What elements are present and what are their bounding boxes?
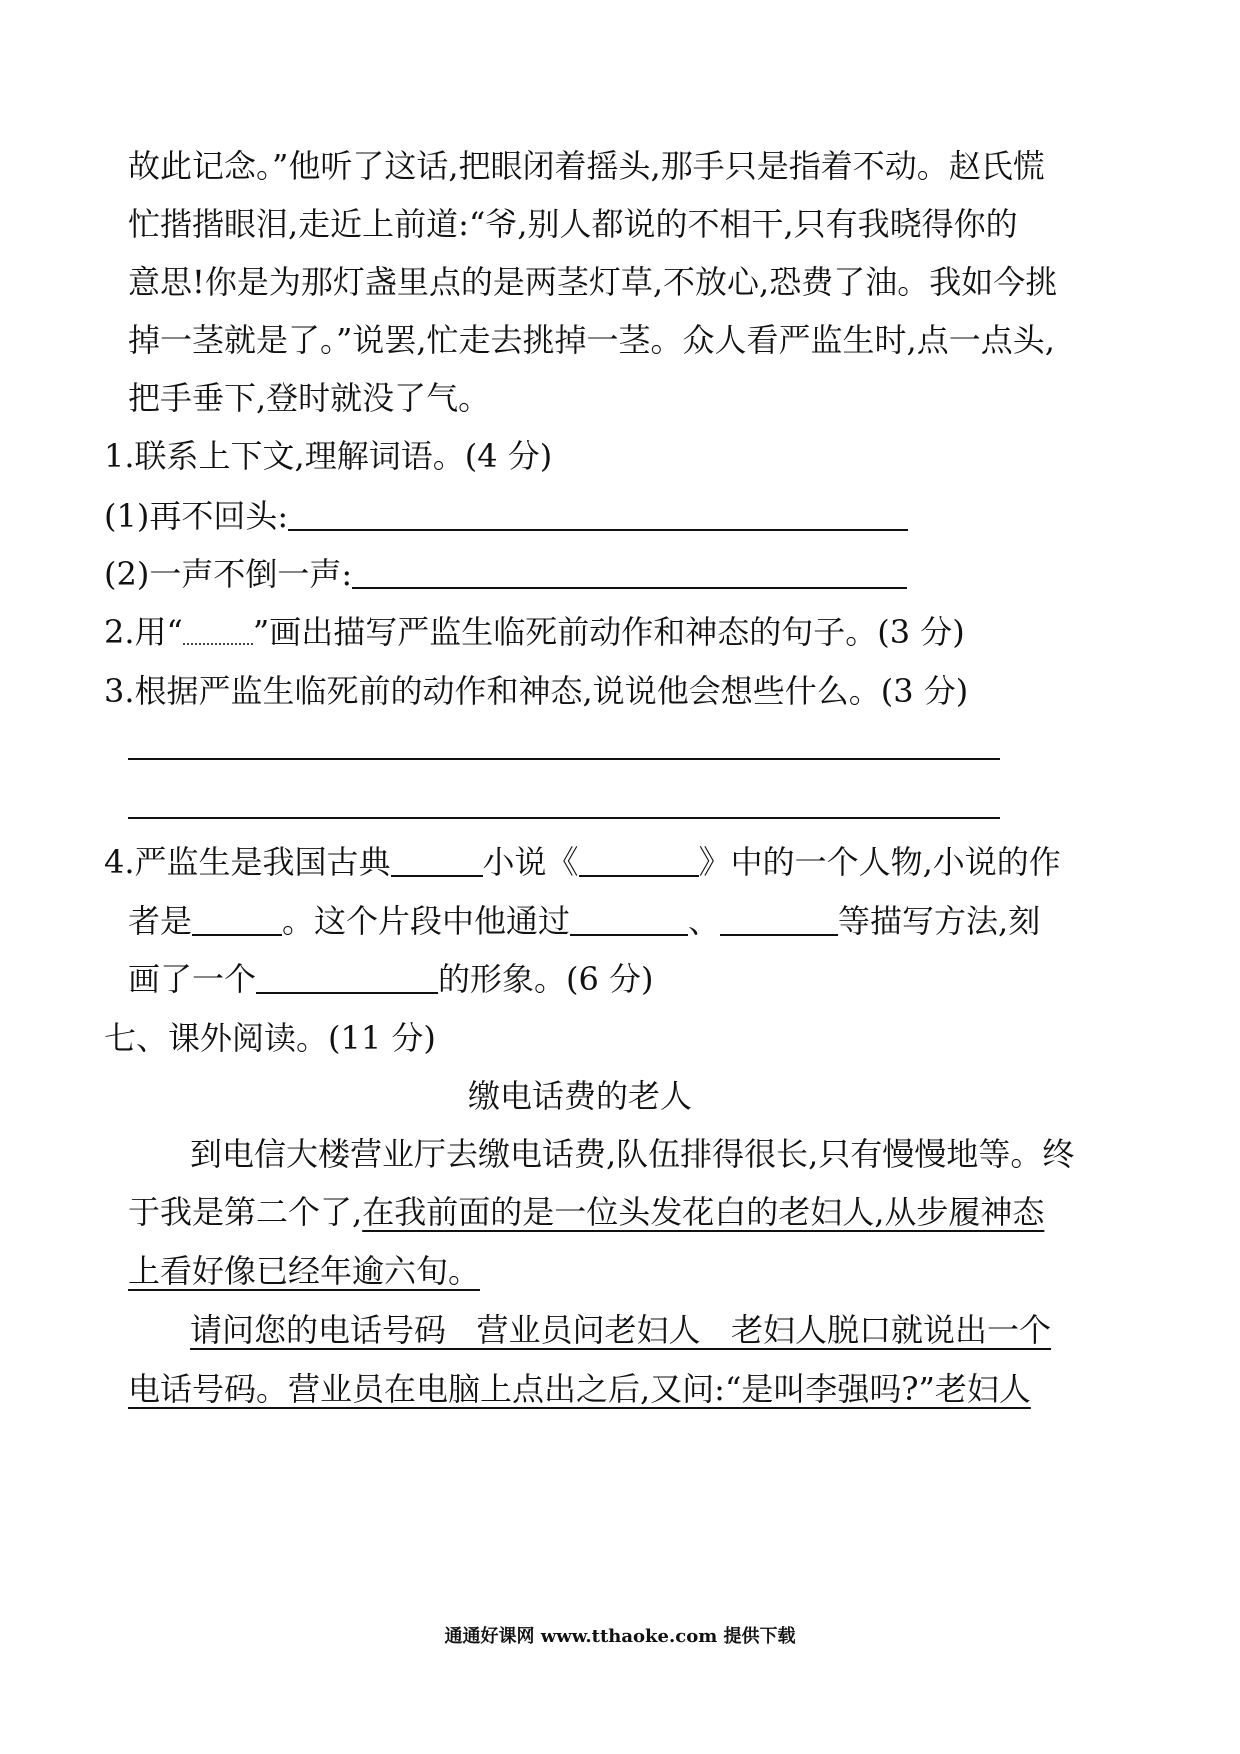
answer-blank-4c[interactable] (192, 906, 282, 936)
question-1a (104, 497, 908, 535)
answer-blank-1b[interactable] (352, 559, 907, 589)
question-4-part-4: 者是 (128, 902, 193, 940)
passage-line-1: 故此记念。”他听了这话,把眼闭着摇头,那手只是指着不动。赵氏慌 (128, 147, 1045, 185)
passage-line-3: 意思!你是为那灯盏里点的是两茎灯草,不放心,恐费了油。我如今挑 (128, 263, 1058, 301)
question-4-line-1 (104, 843, 1061, 881)
question-4-part-8: 画了一个 (128, 960, 257, 998)
answer-blank-4e[interactable] (720, 906, 838, 936)
passage-line-2: 忙揩揩眼泪,走近上前道:“爷,别人都说的不相干,只有我晓得你的 (128, 205, 1018, 243)
question-4-part-1: 4.严监生是我国古典 (104, 843, 391, 881)
question-1b (104, 555, 907, 593)
passage-line-4: 掉一茎就是了。”说罢,忙走去挑掉一茎。众人看严监生时,点一点头, (128, 321, 1055, 359)
reading-line-2-plain: 于我是第二个了, (128, 1193, 363, 1231)
question-2-before: 2.用“ (104, 613, 183, 651)
answer-line-3a[interactable] (128, 758, 1000, 760)
reading-line-2 (128, 1193, 1045, 1231)
reading-line-2-underlined: 在我前面的是一位头发花白的老妇人,从步履神态 (362, 1193, 1045, 1231)
question-1a-label: (1)再不回头: (104, 497, 289, 535)
reading-line-5: 电话号码。营业员在电脑上点出之后,又问:“是叫李强吗?”老妇人 (128, 1370, 1031, 1408)
wavy-underline-sample (183, 617, 253, 645)
question-1: 1.联系上下文,理解词语。(4 分) (104, 437, 553, 475)
question-2-after: ”画出描写严监生临死前动作和神态的句子。(3 分) (252, 613, 965, 651)
question-4-part-7: 等描写方法,刻 (838, 902, 1041, 940)
answer-blank-4d[interactable] (570, 906, 688, 936)
footer-watermark: 通通好课网 www.tthaoke.com 提供下载 (444, 1626, 796, 1647)
question-2 (104, 613, 965, 651)
reading-title: 缴电话费的老人 (467, 1077, 692, 1115)
answer-blank-4f[interactable] (256, 964, 438, 994)
reading-line-4: 请问您的电话号码 营业员问老妇人 老妇人脱口就说出一个 (190, 1311, 1052, 1349)
question-4-part-5: 。这个片段中他通过 (282, 902, 571, 940)
question-4-part-2: 小说《 (482, 843, 579, 881)
question-4-line-3 (128, 960, 654, 998)
answer-blank-1a[interactable] (288, 501, 908, 531)
answer-line-3b[interactable] (128, 817, 1000, 819)
answer-blank-4a[interactable] (391, 847, 483, 877)
section-7-heading: 七、课外阅读。(11 分) (104, 1019, 436, 1057)
answer-blank-4b[interactable] (579, 847, 699, 877)
reading-line-3: 上看好像已经年逾六旬。 (128, 1252, 481, 1290)
question-1b-label: (2)一声不倒一声: (104, 555, 353, 593)
passage-line-5: 把手垂下,登时就没了气。 (128, 379, 491, 417)
question-4-part-9: 的形象。(6 分) (438, 960, 654, 998)
reading-line-1: 到电信大楼营业厅去缴电话费,队伍排得很长,只有慢慢地等。终 (190, 1135, 1075, 1173)
question-3: 3.根据严监生临死前的动作和神态,说说他会想些什么。(3 分) (104, 672, 969, 710)
question-4-part-3: 》中的一个人物,小说的作 (698, 843, 1061, 881)
question-4-line-2 (128, 902, 1041, 940)
question-4-part-6: 、 (688, 902, 721, 940)
